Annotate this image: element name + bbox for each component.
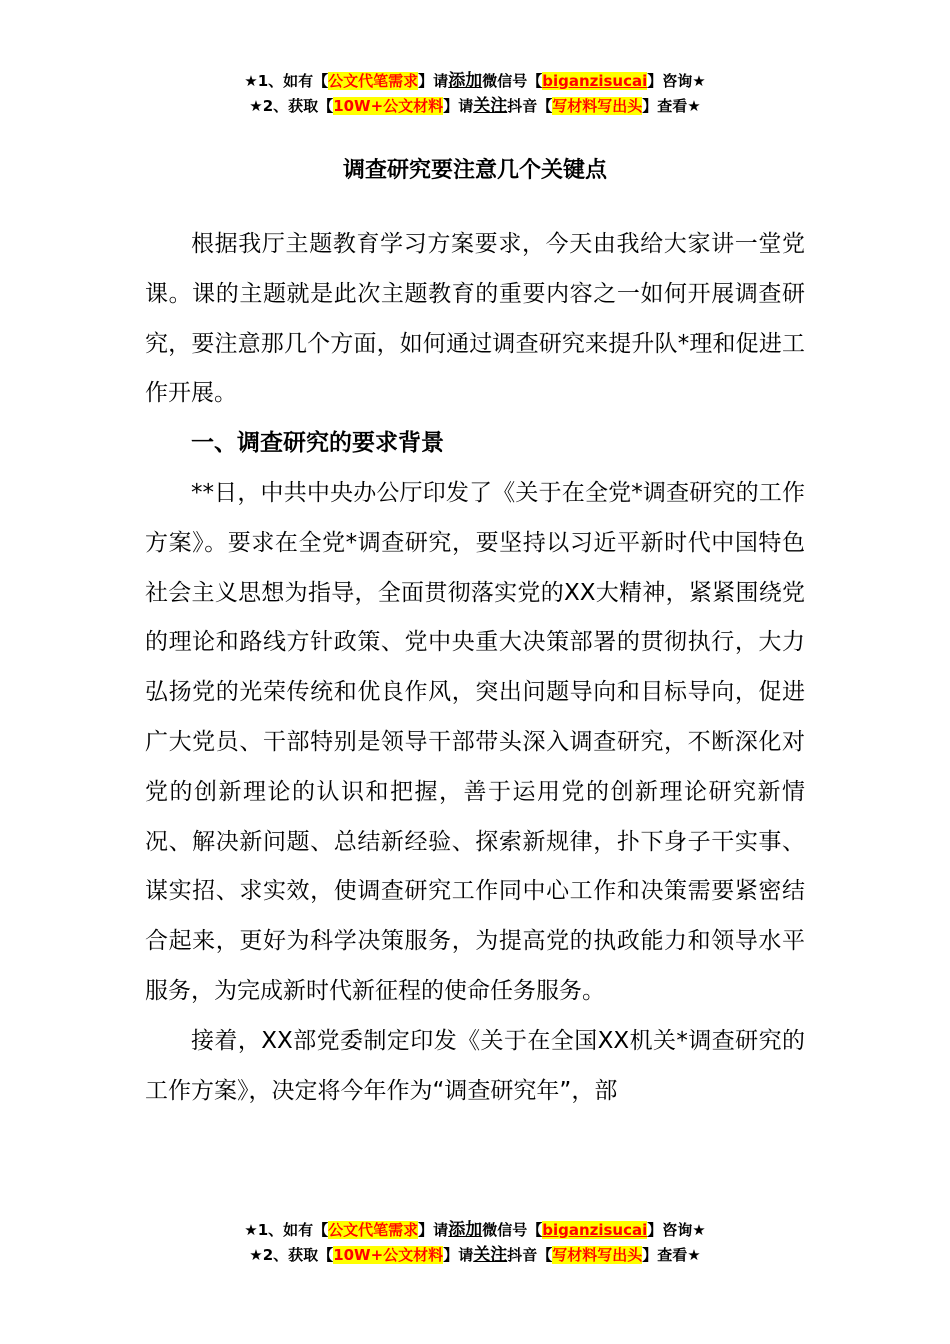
footer-highlight-materials: 10W+公文材料: [333, 1246, 444, 1264]
banner-line-1: ★1、如有【公文代笔需求】请添加微信号【biganzisucai】咨询★: [244, 71, 706, 91]
wechat-id: biganzisucai: [542, 72, 648, 90]
header-banner: [0, 69, 950, 119]
footer-banner-line-2: ★2、获取【10W+公文材料】请关注抖音【写材料写出头】查看★: [249, 1245, 701, 1265]
section-heading-1: 一、调查研究的要求背景: [191, 430, 444, 457]
paragraph-continuation: 接着，XX部党委制定印发《关于在全国XX机关*调查研究的工作方案》，决定将今年作为“调查研究年”，部: [145, 1027, 805, 1104]
highlight-service: 公文代笔需求: [328, 72, 419, 90]
document-title: 调查研究要注意几个关键点: [342, 158, 607, 183]
document-body: [145, 220, 805, 1116]
highlight-materials: 10W+公文材料: [333, 97, 444, 115]
banner-line-2: ★2、获取【10W+公文材料】请关注抖音【写材料写出头】查看★: [249, 96, 701, 116]
paragraph-intro: 根据我厅主题教育学习方案要求，今天由我给大家讲一堂党课。课的主题就是此次主题教育的重要内容之一如何开展调查研究，要注意那几个方面，如何通过调查研究来提升队*理和促进工作开展。: [145, 231, 805, 407]
douyin-account: 写材料写出头: [552, 97, 643, 115]
footer-wechat-id: biganzisucai: [542, 1221, 648, 1239]
footer-banner-line-1: ★1、如有【公文代笔需求】请添加微信号【biganzisucai】咨询★: [244, 1220, 706, 1240]
paragraph-background: **日，中共中央办公厅印发了《关于在全党*调查研究的工作方案》。要求在全党*调查研究，要坚持以习近平新时代中国特色社会主义思想为指导，全面贯彻落实党的XX大精神，紧紧围绕党的理论和路线方针政策、党中央重大决策部署的贯彻执行，大力弘扬党的光荣传统和优良作风，突出问题导向和目标导向，促进广大党员、干部特别是领导干部带头深入调查研究，不断深化对党的创新理论的认识和把握，善于运用党的创新理论研究新情况、解决新问题、总结新经验、探索新规律，扑下身子干实事、谋实招、求实效，使调查研究工作同中心工作和决策需要紧密结合起来，更好为科学决策服务，为提高党的执政能力和领导水平服务，为完成新时代新征程的使命任务服务。: [145, 479, 805, 1004]
footer-highlight-service: 公文代笔需求: [328, 1221, 419, 1239]
footer-douyin-account: 写材料写出头: [552, 1246, 643, 1264]
footer-banner: [0, 1218, 950, 1268]
